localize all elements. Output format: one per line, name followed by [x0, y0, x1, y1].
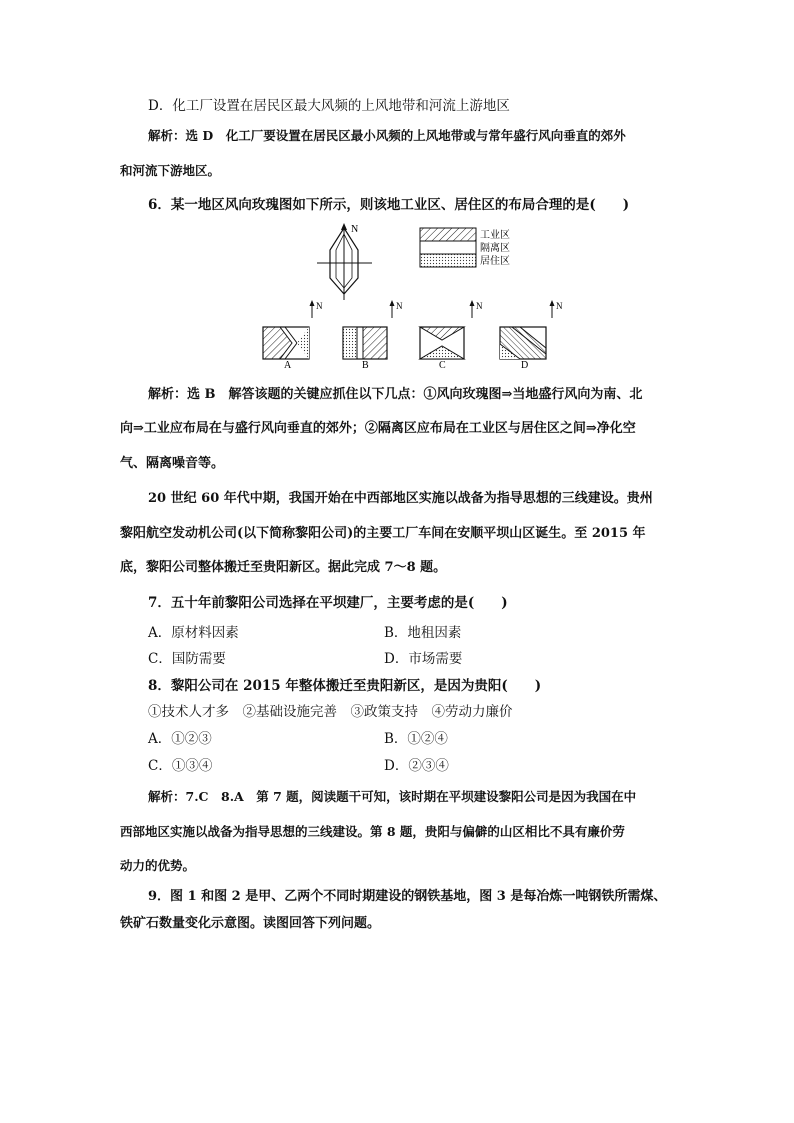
option-a-label: A [284, 360, 292, 370]
q78-explanation-line-2: 西部地区实施以战备为指导思想的三线建设。第 8 题，贵阳与偏僻的山区相比不具有廉价劳 [120, 824, 625, 839]
q6-explanation-line-1: 解析：选 B 解答该题的关键应抓住以下几点：①风向玫瑰图⇒当地盛行风向为南、北 [148, 387, 643, 402]
q9-stem-line-2: 铁矿石数量变化示意图。读图回答下列问题。 [120, 916, 381, 931]
q8-option-b: B．①②④ [384, 731, 448, 747]
svg-text:N: N [556, 301, 563, 311]
q8-option-d: D．②③④ [384, 758, 449, 774]
q5-explanation-line-2: 和河流下游地区。 [120, 163, 221, 178]
svg-text:N: N [396, 301, 403, 311]
q7-stem: 7．五十年前黎阳公司选择在平坝建厂，主要考虑的是( ) [148, 595, 508, 611]
svg-text:N: N [476, 301, 483, 311]
legend-buffer: 隔离区 [480, 243, 510, 254]
q78-explanation-line-1: 解析：7.C 8.A 第 7 题，阅读题干可知，该时期在平坝建设黎阳公司是因为我国在中 [148, 789, 637, 804]
wind-rose [317, 223, 372, 300]
q6-explanation-line-3: 气、隔离噪音等。 [120, 456, 225, 471]
svg-text:N: N [316, 301, 323, 311]
legend-industrial: 工业区 [480, 230, 510, 241]
option-c-label: C [439, 360, 446, 370]
q8-option-c: C．①③④ [148, 758, 213, 774]
wind-rose-north-label: N [351, 224, 359, 235]
q8-option-a: A．①②③ [148, 731, 212, 747]
option-a-diagram [263, 327, 309, 359]
option-d-diagram [500, 327, 546, 359]
q7-option-b: B．地租因素 [384, 625, 462, 641]
q78-explanation-line-3: 动力的优势。 [120, 858, 196, 873]
option-b-diagram [343, 327, 387, 359]
north-arrow-icon [310, 300, 555, 318]
option-d-label: D [521, 360, 529, 370]
legend [420, 228, 476, 267]
q5-explanation-line-1: 解析：选 D 化工厂要设置在居民区最小风频的上风地带或与常年盛行风向垂直的郊外 [148, 128, 626, 143]
q8-items: ①技术人才多 ②基础设施完善 ③政策支持 ④劳动力廉价 [148, 704, 513, 720]
passage-line-3: 底，黎阳公司整体搬迁至贵阳新区。据此完成 7～8 题。 [120, 560, 447, 575]
passage-line-2: 黎阳航空发动机公司(以下简称黎阳公司)的主要工厂车间在安顺平坝山区诞生。至 2015 年 [120, 526, 646, 541]
q7-option-d: D．市场需要 [384, 651, 463, 667]
wind-rose-figure [0, 220, 794, 370]
q8-stem: 8．黎阳公司在 2015 年整体搬迁至贵阳新区，是因为贵阳( ) [148, 678, 542, 694]
q9-stem-line-1: 9．图 1 和图 2 是甲、乙两个不同时期建设的钢铁基地，图 3 是每冶炼一吨钢铁所需煤、 [148, 889, 667, 904]
north-arrow-icon [341, 223, 347, 230]
passage-line-1: 20 世纪 60 年代中期，我国开始在中西部地区实施以战备为指导思想的三线建设。贵州 [148, 491, 653, 506]
legend-residential: 居住区 [480, 256, 510, 267]
option-b-label: B [362, 360, 369, 370]
q6-explanation-line-2: 向⇒工业应布局在与盛行风向垂直的郊外；②隔离区应布局在工业区与居住区之间⇒净化空 [120, 421, 636, 436]
q7-option-a: A．原材料因素 [148, 625, 239, 641]
q7-option-c: C．国防需要 [148, 651, 226, 667]
q6-stem: 6．某一地区风向玫瑰图如下所示，则该地工业区、居住区的布局合理的是( ) [148, 197, 630, 213]
option-c-diagram [420, 327, 464, 359]
q5-option-d: D．化工厂设置在居民区最大风频的上风地带和河流上游地区 [148, 98, 510, 114]
